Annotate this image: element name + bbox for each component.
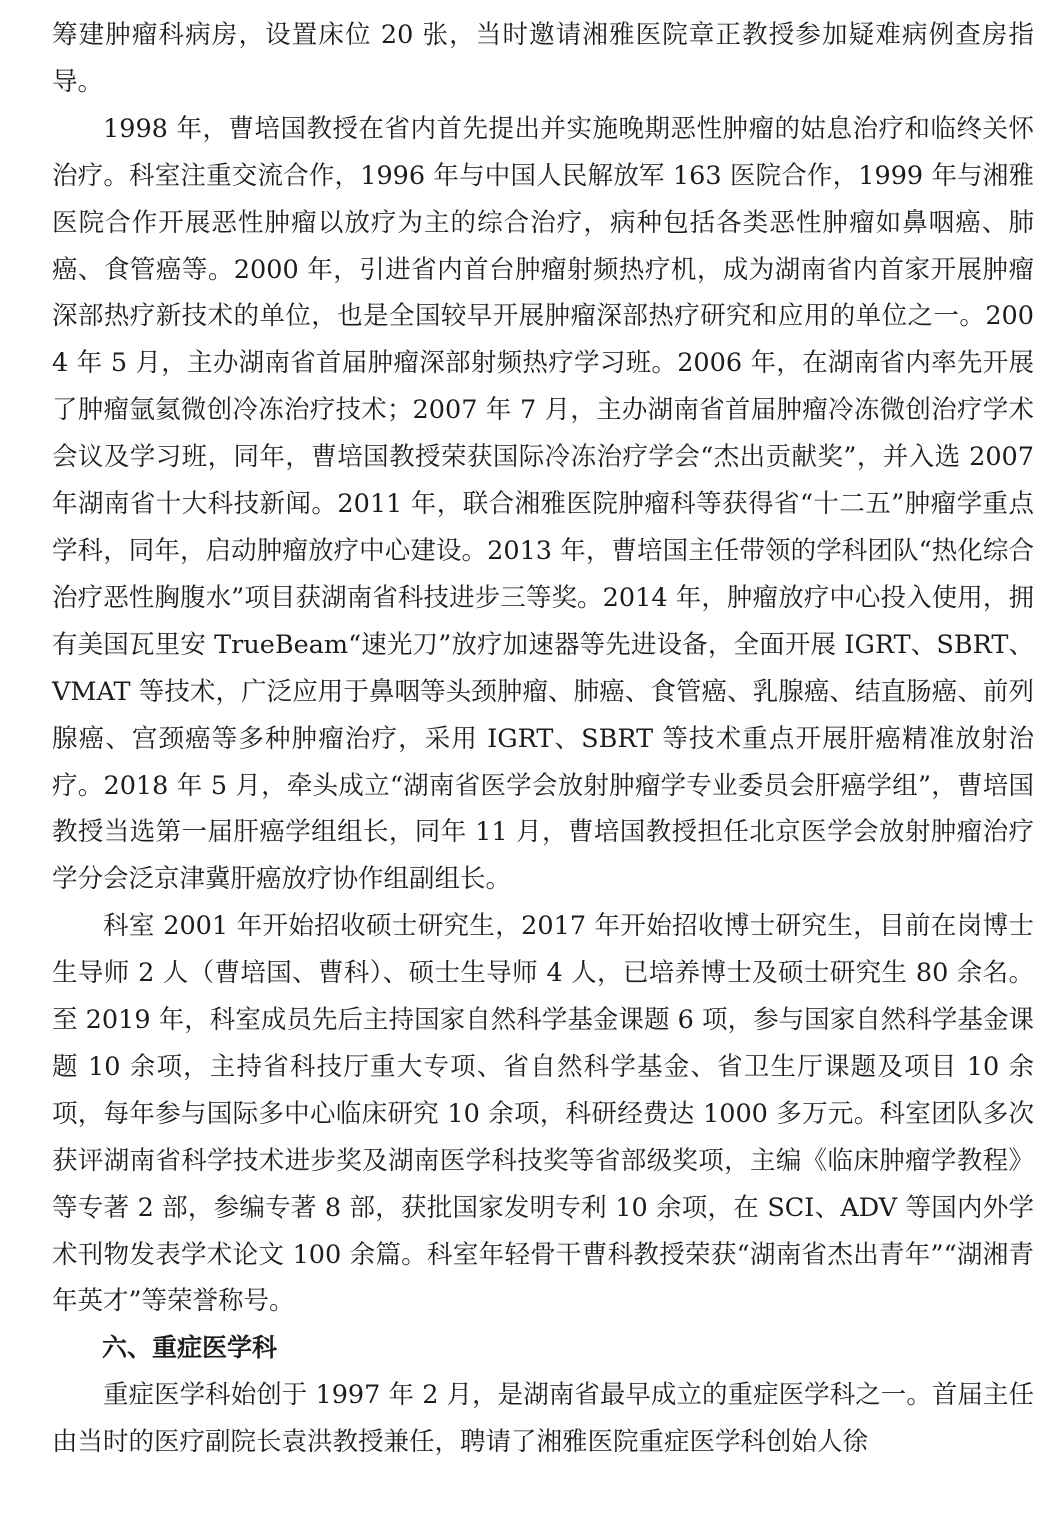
paragraph-research-training: 科室 2001 年开始招收硕士研究生，2017 年开始招收博士研究生，目前在岗博士生导师 2 人（曹培国、曹科）、硕士生导师 4 人，已培养博士及硕士研究生 80 余名。至 2019 年，科室成员先后主持国家自然科学基金课题 6 项，参与国家自然科学基金课题 10 余项，主持省科技厅重大专项、省自然科学基金、省卫生厅课题及项目 10 余项，每年参与国际多中心临床研究 10 余项，科研经费达 1000 多万元。科室团队多次获评湖南省科学技术进步奖及湖南医学科技奖等省部级奖项，主编《临床肿瘤学教程》等专著 2 部，参编专著 8 部，获批国家发明专利 10 余项，在 SCI、ADV 等国内外学术刊物发表学术论文 100 余篇。科室年轻骨干曹科教授荣获“湖南省杰出青年”“湖湘青年英才”等荣誉称号。 — [52, 911, 1034, 1317]
paragraph-oncology-history: 1998 年，曹培国教授在省内首先提出并实施晚期恶性肿瘤的姑息治疗和临终关怀治疗。科室注重交流合作，1996 年与中国人民解放军 163 医院合作，1999 年与湘雅医院合作开展恶性肿瘤以放疗为主的综合治疗，病种包括各类恶性肿瘤如鼻咽癌、肺癌、食管癌等。2000 年，引进省内首台肿瘤射频热疗机，成为湖南省内首家开展肿瘤深部热疗新技术的单位，也是全国较早开展肿瘤深部热疗研究和应用的单位之一。2004 年 5 月，主办湖南省首届肿瘤深部射频热疗学习班。2006 年，在湖南省内率先开展了肿瘤氩氦微创冷冻治疗技术；2007 年 7 月，主办湖南省首届肿瘤冷冻微创治疗学术会议及学习班，同年，曹培国教授荣获国际冷冻治疗学会“杰出贡献奖”，并入选 2007 年湖南省十大科技新闻。2011 年，联合湘雅医院肿瘤科等获得省“十二五”肿瘤学重点学科，同年，启动肿瘤放疗中心建设。2013 年，曹培国主任带领的学科团队“热化综合治疗恶性胸腹水”项目获湖南省科技进步三等奖。2014 年，肿瘤放疗中心投入使用，拥有美国瓦里安 TrueBeam“速光刀”放疗加速器等先进设备，全面开展 IGRT、SBRT、VMAT 等技术，广泛应用于鼻咽等头颈肿瘤、肺癌、食管癌、乳腺癌、结直肠癌、前列腺癌、宫颈癌等多种肿瘤治疗，采用 IGRT、SBRT 等技术重点开展肝癌精准放射治疗。2018 年 5 月，牵头成立“湖南省医学会放射肿瘤学专业委员会肝癌学组”，曹培国教授当选第一届肝癌学组组长，同年 11 月，曹培国教授担任北京医学会放射肿瘤治疗学分会泛京津冀肝癌放疗协作组副组长。 — [52, 113, 1034, 895]
section-heading: 六、重症医学科 — [102, 1333, 278, 1363]
paragraph-continuation: 筹建肿瘤科病房，设置床位 20 张，当时邀请湘雅医院章正教授参加疑难病例查房指导。 — [52, 20, 1034, 97]
document-page — [52, 12, 1034, 1466]
paragraph-critical-care: 重症医学科始创于 1997 年 2 月，是湖南省最早成立的重症医学科之一。首届主任由当时的医疗副院长袁洪教授兼任，聘请了湘雅医院重症医学科创始人徐 — [52, 1380, 1034, 1458]
